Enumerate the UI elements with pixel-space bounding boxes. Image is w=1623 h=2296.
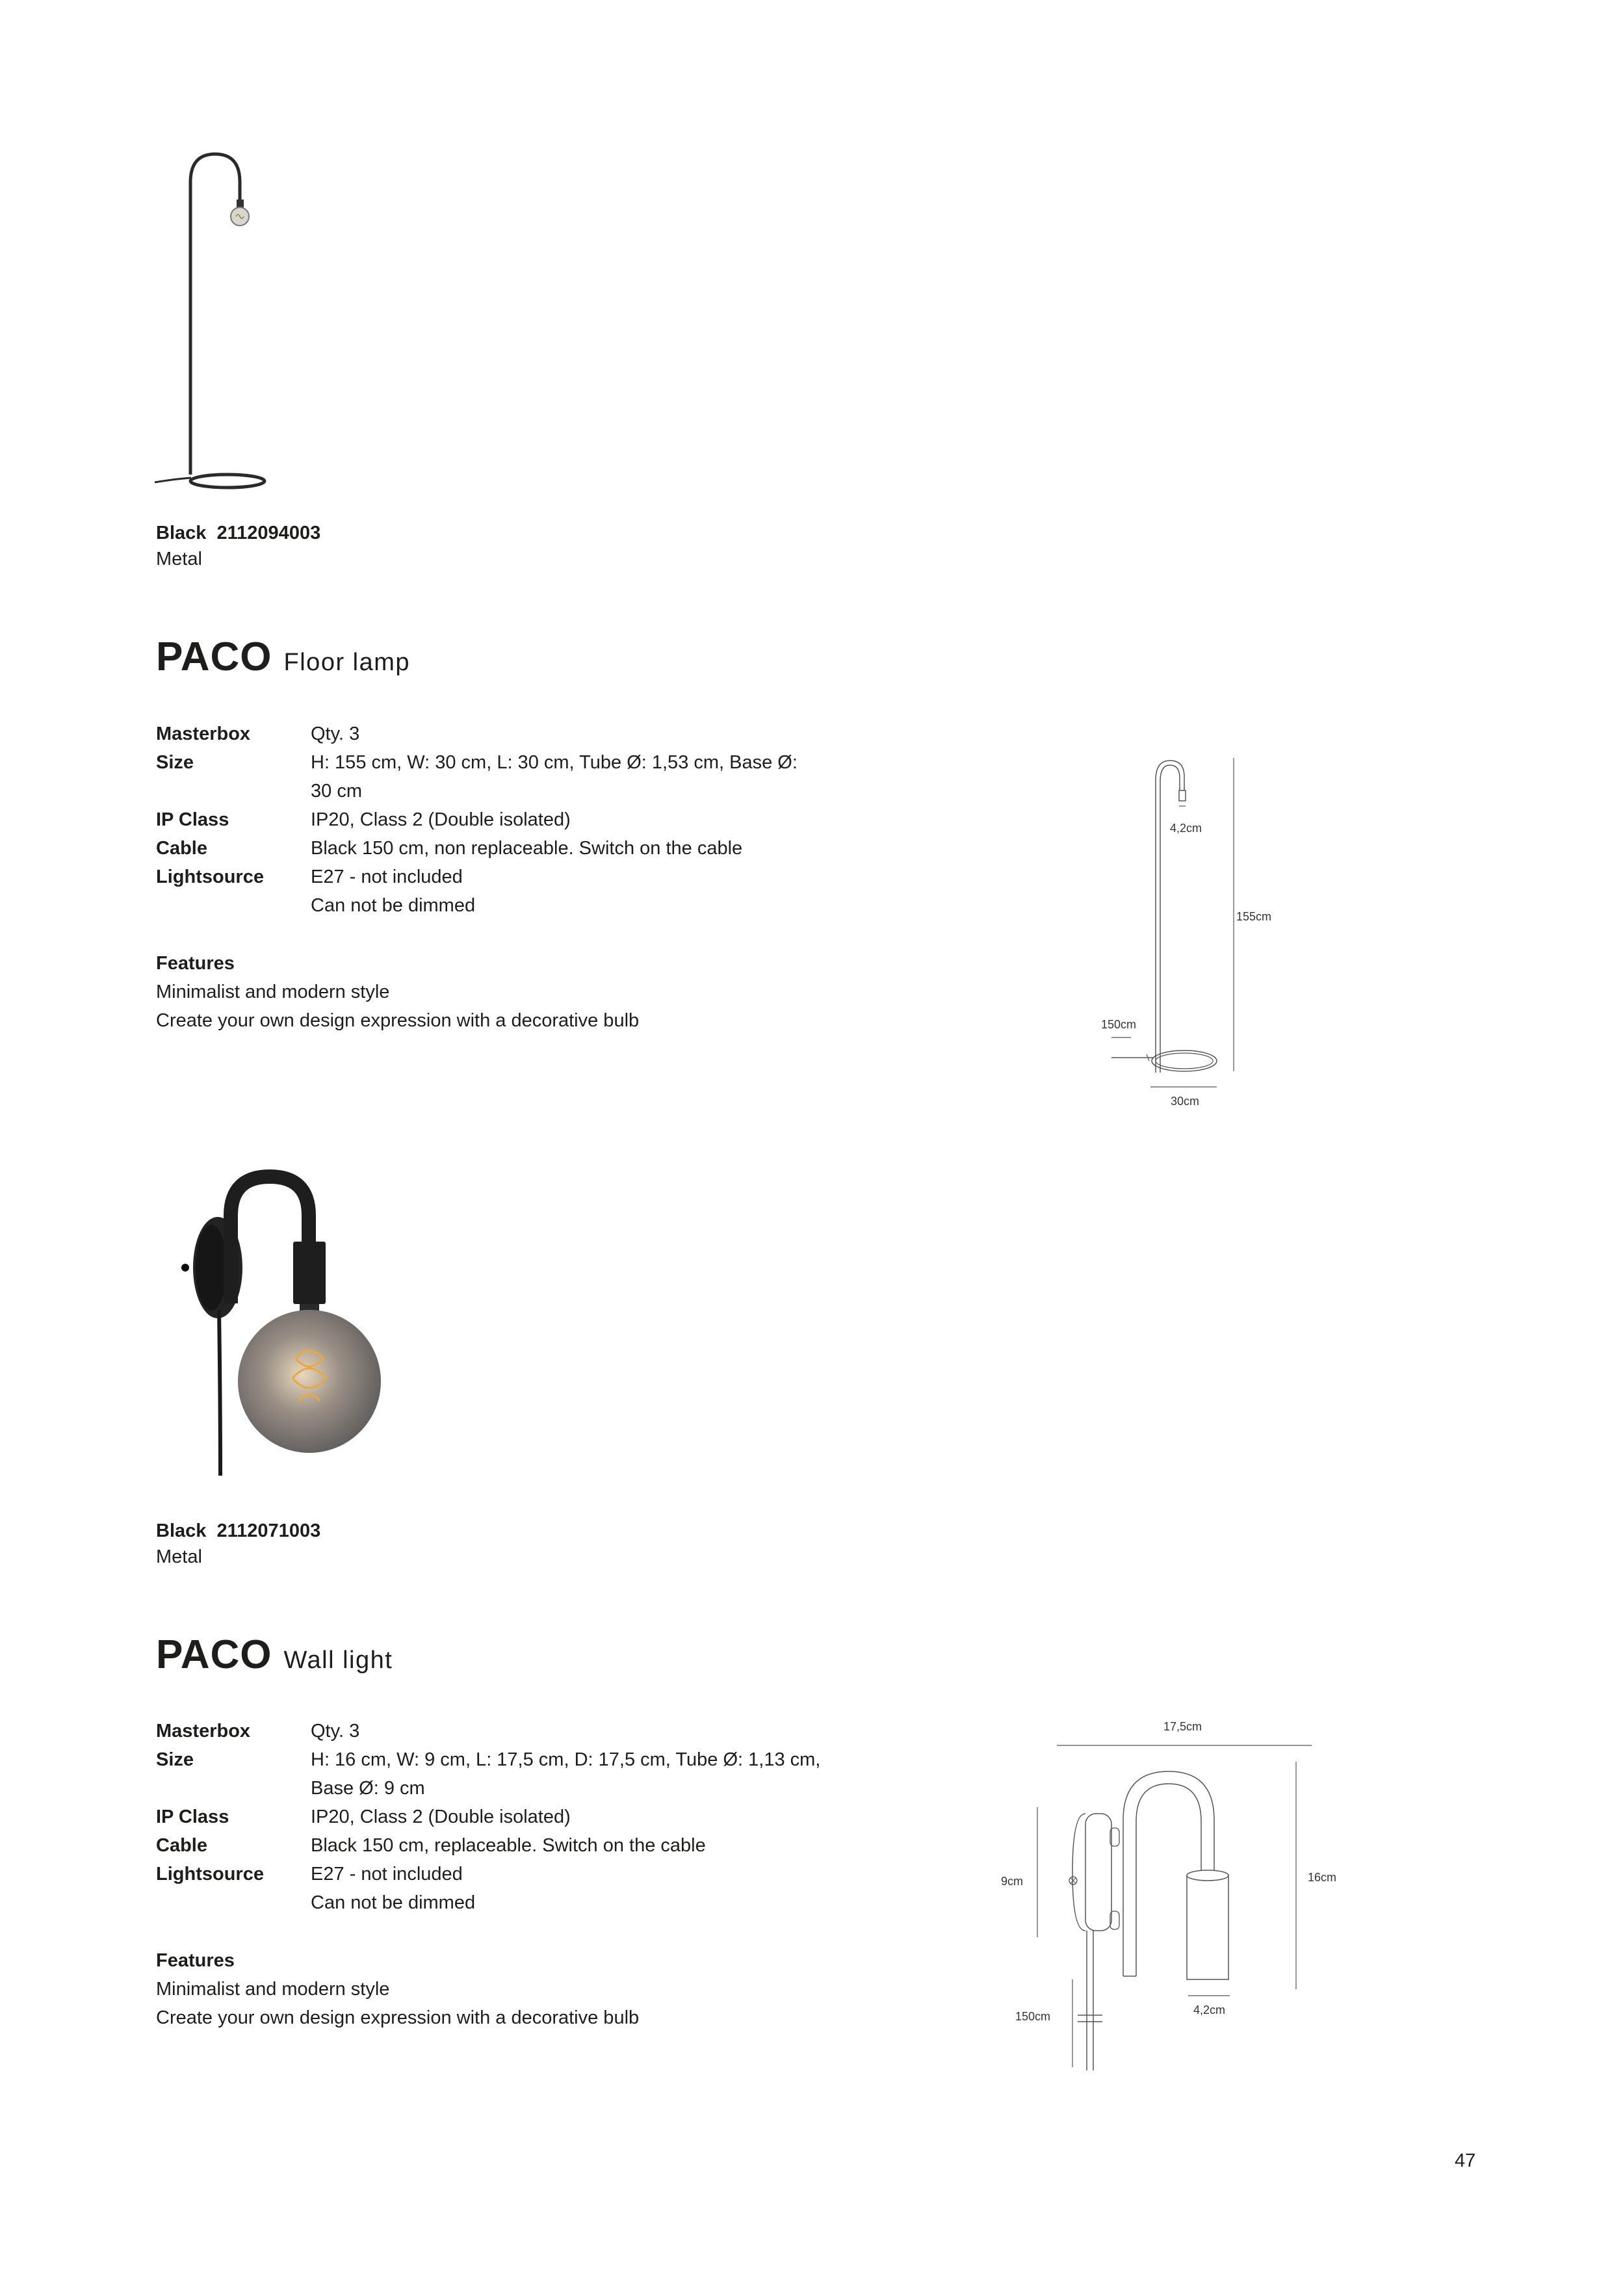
spec-row: Can not be dimmed (311, 1892, 476, 1913)
dim-length-label: 17,5cm (1163, 1720, 1202, 1733)
spec-row: Lightsource E27 - not included (156, 1864, 463, 1885)
spec-row: Masterbox Qty. 3 (156, 1721, 360, 1742)
feature-item: Create your own design expression with a decorative bulb (156, 2007, 640, 2028)
spec-row: Masterbox Qty. 3 (156, 724, 360, 744)
variant-material: Metal (156, 549, 202, 569)
feature-item: Create your own design expression with a decorative bulb (156, 1010, 640, 1031)
product-title (156, 1632, 393, 1678)
spec-row: IP Class IP20, Class 2 (Double isolated) (156, 809, 571, 830)
product-type: Floor lamp (283, 649, 411, 676)
variant-info (156, 1518, 320, 1570)
variant-color: Black (156, 1520, 207, 1541)
spec-table (156, 1717, 831, 1917)
spec-table (156, 720, 818, 920)
variant-code: 2112094003 (216, 523, 321, 543)
floor-lamp-dimension-drawing (1098, 748, 1306, 1125)
dim-socket-label: 4,2cm (1170, 822, 1202, 835)
dim-base-label: 9cm (1001, 1875, 1024, 1888)
features-heading: Features (156, 953, 235, 974)
spec-row: Size H: 16 cm, W: 9 cm, L: 17,5 cm, D: 17,5 cm, Tube Ø: 1,13 cm, Base Ø: 9 cm (156, 1749, 821, 1799)
dim-socket-label: 4,2cm (1193, 2003, 1226, 2016)
spec-row: Size H: 155 cm, W: 30 cm, L: 30 cm, Tube Ø: 1,53 cm, Base Ø: 30 cm (156, 752, 798, 802)
features (156, 949, 639, 1035)
spec-row: Cable Black 150 cm, non replaceable. Switch on the cable (156, 838, 743, 859)
variant-info (156, 520, 320, 572)
wall-light-dimension-drawing (1001, 1716, 1378, 2080)
product-name: PACO (156, 1632, 272, 1677)
product-title (156, 634, 410, 680)
features (156, 1946, 639, 2032)
variant-color: Black (156, 523, 207, 543)
product-type: Wall light (283, 1647, 393, 1674)
feature-item: Minimalist and modern style (156, 1979, 390, 2000)
spec-row: Lightsource E27 - not included (156, 867, 463, 887)
dim-height-label: 16cm (1308, 1871, 1337, 1884)
page-number: 47 (1455, 2150, 1476, 2171)
variant-code: 2112071003 (216, 1520, 321, 1541)
wall-light-photo (166, 1144, 439, 1482)
spec-row: IP Class IP20, Class 2 (Double isolated) (156, 1807, 571, 1827)
feature-item: Minimalist and modern style (156, 982, 390, 1002)
spec-row: Cable Black 150 cm, replaceable. Switch on the cable (156, 1835, 706, 1856)
dim-cable-label: 150cm (1101, 1018, 1137, 1031)
floor-lamp-photo (148, 140, 307, 494)
dim-cable-label: 150cm (1015, 2010, 1051, 2023)
variant-material: Metal (156, 1546, 202, 1567)
dim-base-label: 30cm (1171, 1095, 1200, 1108)
dim-height-label: 155cm (1236, 910, 1272, 923)
features-heading: Features (156, 1950, 235, 1971)
product-name: PACO (156, 634, 272, 679)
spec-row: Can not be dimmed (311, 895, 476, 916)
